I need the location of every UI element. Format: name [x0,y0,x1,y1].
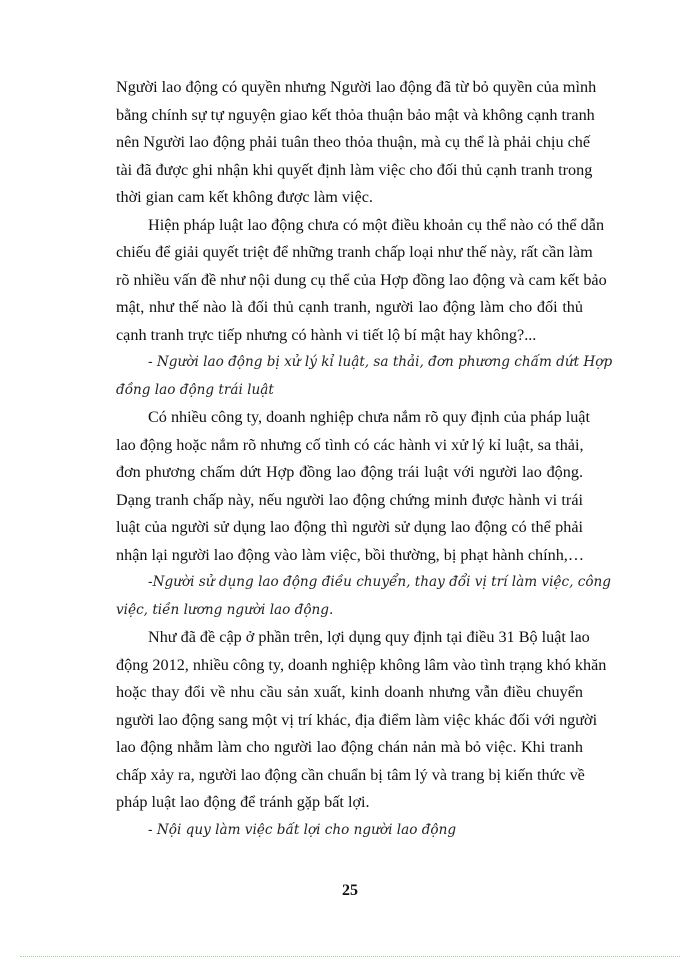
italic-subheading [116,349,613,404]
text-line: luật của người sử dụng lao động thì người sử dụng lao động có thể phải [116,518,583,536]
text-line: nhận lại người lao động vào làm việc, bồi thường, bị phạt hành chính,… [116,545,585,564]
text-line: - Nội quy làm việc bất lợi cho người lao động [148,821,457,838]
text-line: chấp xảy ra, người lao động cần chuẩn bị tâm lý và trang bị kiến thức về [116,765,585,784]
paragraph [116,624,607,817]
text-line: Như đã đề cập ở phần trên, lợi dụng quy định tại điều 31 Bộ luật lao [148,628,590,646]
text-line: Dạng tranh chấp này, nếu người lao động chứng minh được hành vi trái [116,490,583,509]
text-line: đồng lao động trái luật [116,381,274,398]
text-line: bằng chính sự tự nguyện giao kết thỏa thuận bảo mật và không cạnh tranh [116,105,595,124]
text-line: chiếu để giải quyết triệt để những tranh chấp loại như thế này, rất cần làm [116,243,593,261]
page-bottom-border [20,956,680,957]
text-line: động 2012, nhiều công ty, doanh nghiệp không lâm vào tình trạng khó khăn [116,655,607,674]
text-line: lao động nhằm làm cho người lao động chán nản mà bỏ việc. Khi tranh [116,738,583,756]
paragraph [116,404,590,569]
text-line: hoặc thay đổi về nhu cầu sản xuất, kinh doanh nhưng vẫn điều chuyển [116,683,583,701]
text-line: pháp luật lao động để tránh gặp bất lợi. [116,793,370,811]
text-line: lao động hoặc nắm rõ nhưng cố tình có các hành vi xử lý kỉ luật, sa thải, [116,435,584,454]
text-line: Người lao động có quyền nhưng Người lao động đã từ bỏ quyền của mình [116,78,597,96]
text-line: cạnh tranh trực tiếp nhưng có hành vi tiết lộ bí mật hay không?... [116,325,537,344]
text-line: nên Người lao động phải tuân theo thỏa thuận, mà cụ thể là phải chịu chế [116,133,591,151]
text-line: mật, như thế nào là đối thủ cạnh tranh, người lao động làm cho đối thủ [116,298,583,316]
text-line: rõ nhiều vấn đề như nội dung cụ thể của Hợp đồng lao động và cam kết bảo [116,270,607,289]
text-line: Có nhiều công ty, doanh nghiệp chưa nắm rõ quy định của pháp luật [148,408,590,426]
italic-subheading [116,817,583,845]
text-line: người lao động sang một vị trí khác, địa điểm làm việc khác đối với người [116,710,598,729]
text-line: - Người lao động bị xử lý kỉ luật, sa thải, đơn phương chấm dứt Hợp [148,354,613,370]
paragraph [116,212,607,350]
italic-subheading [116,569,611,624]
text-line: -Người sử dụng lao động điều chuyển, thay đổi vị trí làm việc, công [148,574,611,590]
body-text [116,74,613,844]
text-line: việc, tiền lương người lao động. [116,601,334,618]
text-line: Hiện pháp luật lao động chưa có một điều khoản cụ thể nào có thể dẫn [148,215,605,234]
text-line: thời gian cam kết không được làm việc. [116,188,373,206]
text-line: tài đã được ghi nhận khi quyết định làm việc cho đối thủ cạnh tranh trong [116,160,593,179]
text-line: đơn phương chấm dứt Hợp đồng lao động trái luật với người lao động. [116,463,583,481]
page-number: 25 [342,882,358,899]
paragraph [116,74,597,212]
